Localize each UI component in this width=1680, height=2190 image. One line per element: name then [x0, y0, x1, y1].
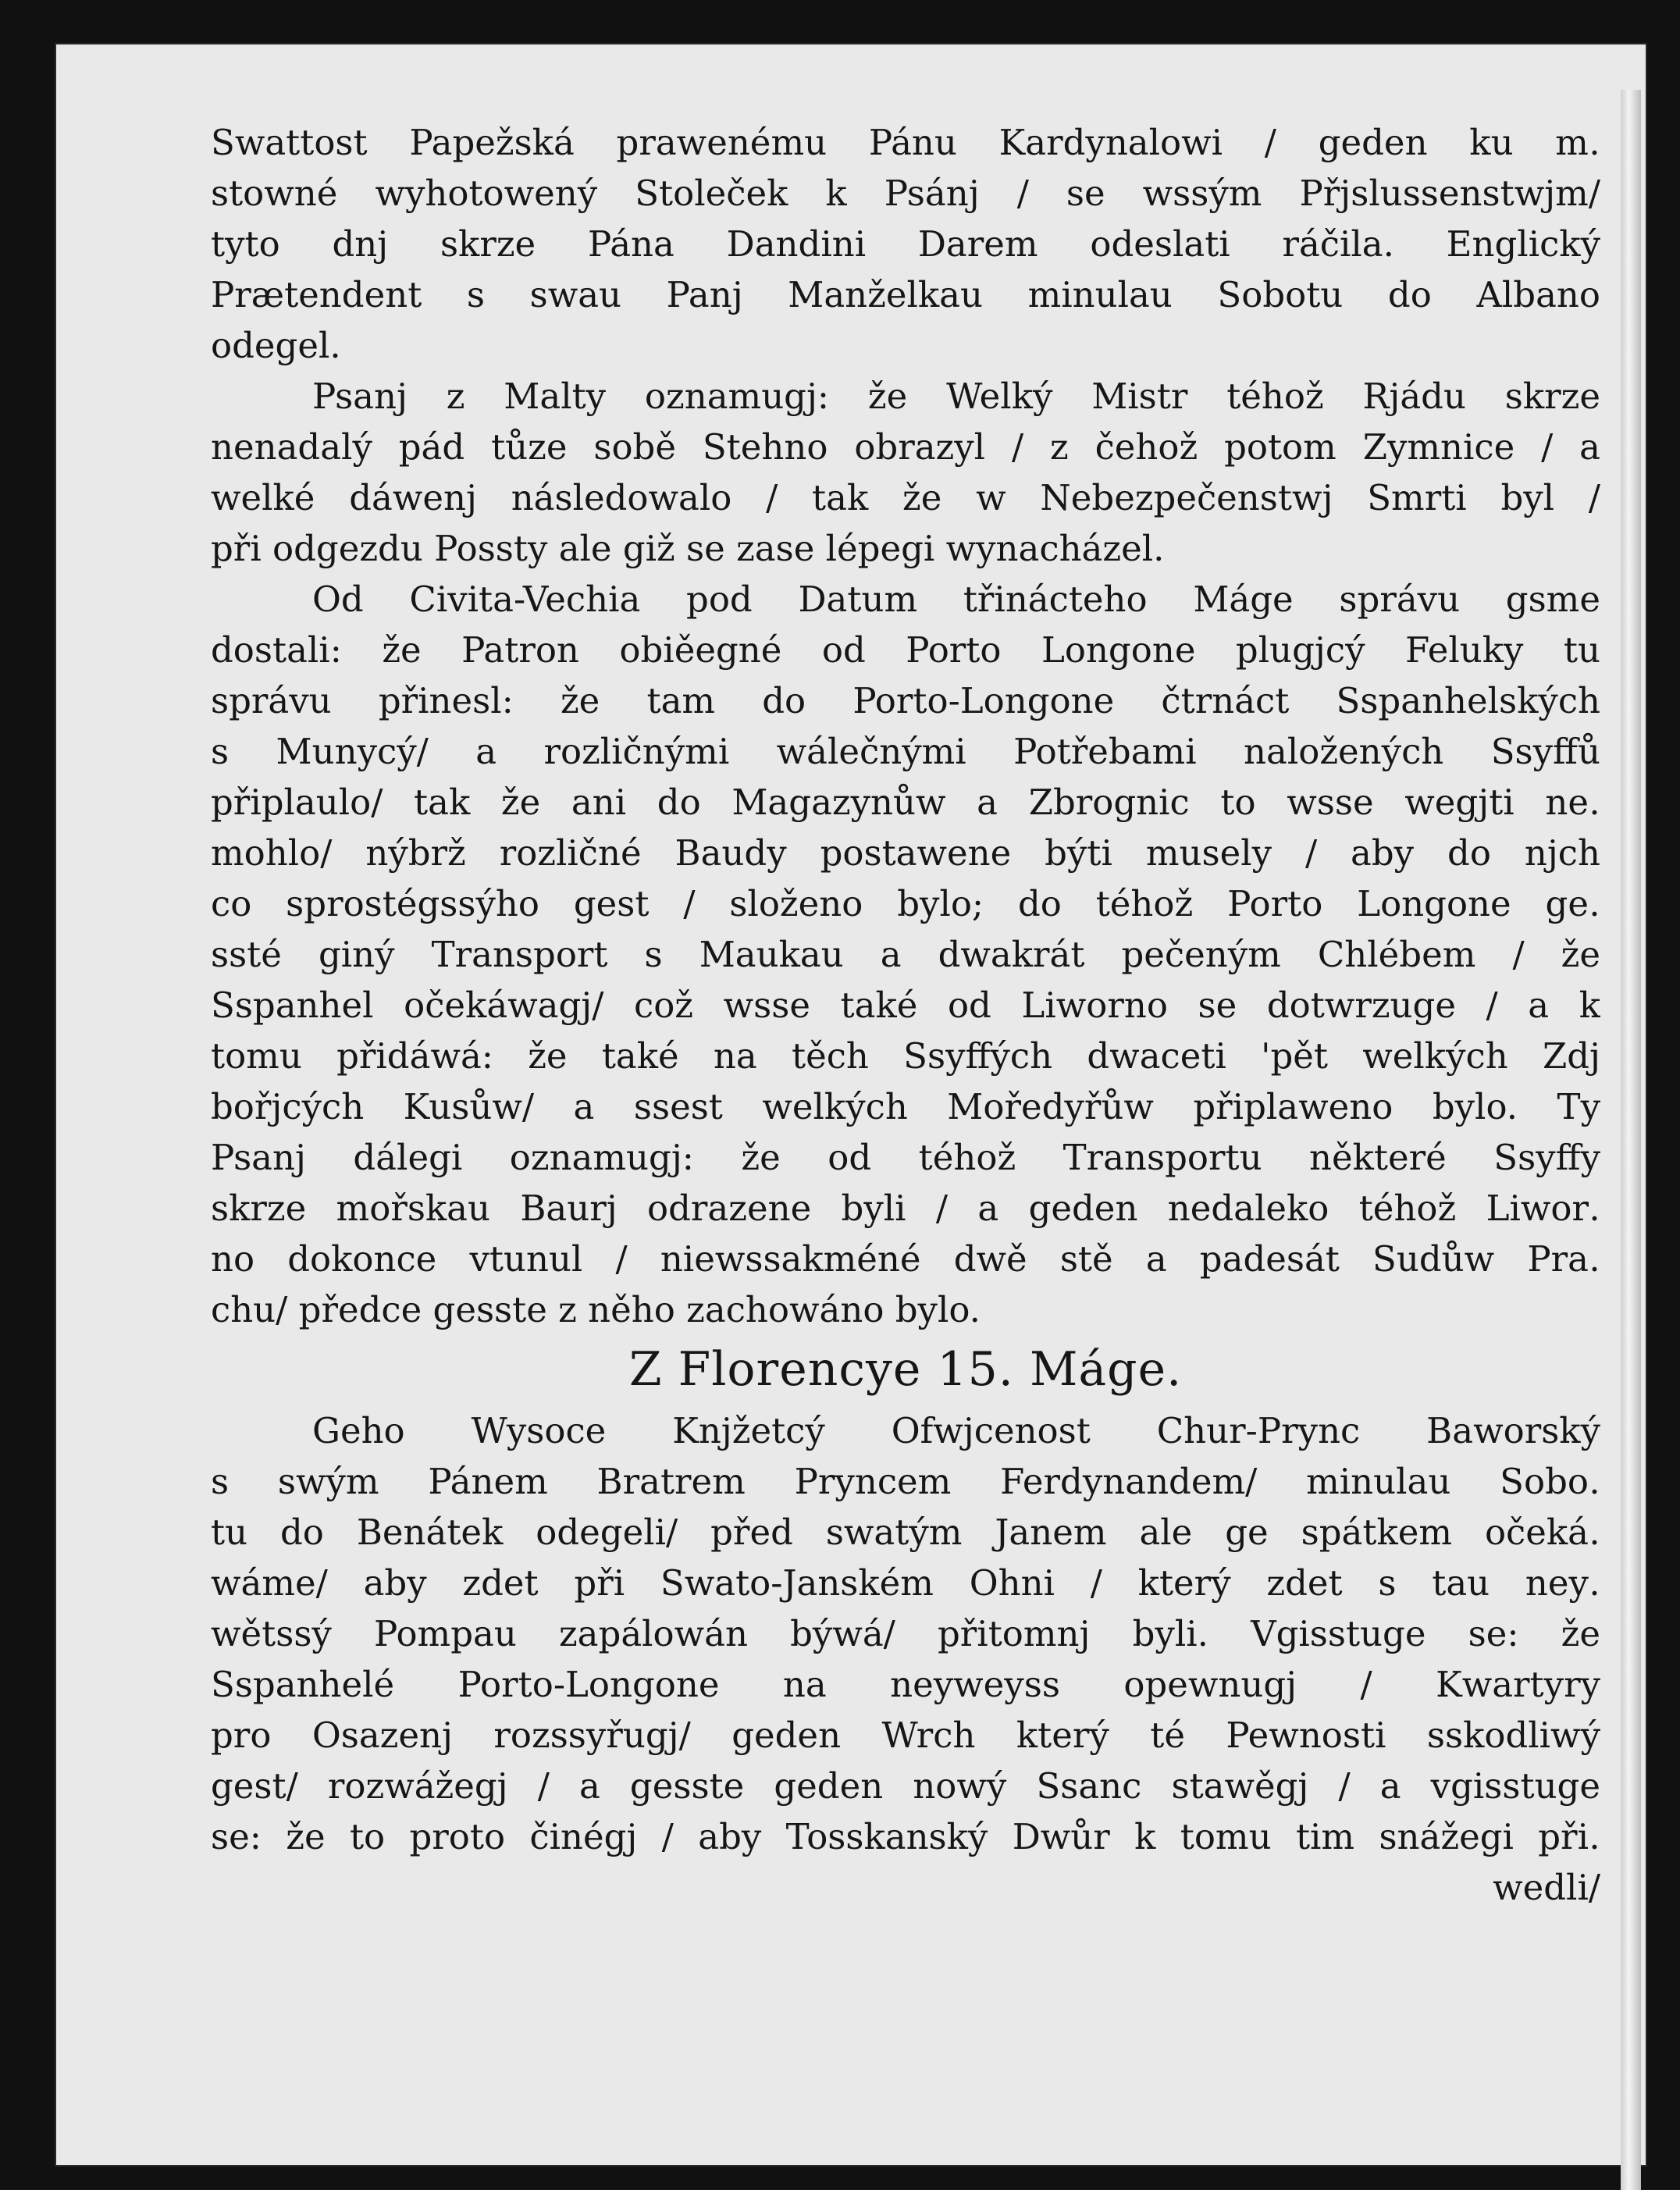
text-line: tu do Benátek odegeli/ před swatým Janem ale ge spátkem očeká․ [211, 1512, 1600, 1553]
text-line: se: že to proto činégj / aby Tosskanský Dwůr k tomu tim snážegi při․ [211, 1816, 1600, 1857]
text-line: Geho Wysoce Knjžetcý Ofwjcenost Chur-Prync Baworský [312, 1410, 1600, 1451]
text-line: dostali: že Patron obiěegné od Porto Longone plugjcý Feluky tu [211, 629, 1600, 671]
text-line: co sprostégssýho gest / složeno bylo; do téhož Porto Longone ge․ [211, 883, 1600, 924]
text-line: Psanj z Malty oznamugj: že Welký Mistr téhož Rjádu skrze [312, 376, 1600, 417]
text-block [211, 117, 1600, 1913]
text-line: wětssý Pompau zapálowán býwá/ přitomnj byli. Vgisstuge se: že [211, 1613, 1600, 1654]
text-line: chu/ předce gesste z něho zachowáno bylo. [211, 1289, 981, 1330]
section-heading: Z Florencye 15. Máge. [628, 1342, 1183, 1397]
text-line: s swým Pánem Bratrem Pryncem Ferdynandem/ minulau Sobo․ [211, 1461, 1600, 1502]
catchword: wedli/ [1493, 1867, 1600, 1908]
text-line: správu přinesl: že tam do Porto-Longone čtrnáct Sspanhelských [211, 680, 1600, 721]
text-line: stowné wyhotowený Stoleček k Psánj / se wssým Přjslussenstwjm/ [211, 173, 1600, 214]
text-line: připlaulo/ tak že ani do Magazynůw a Zbrognic to wsse wegjti ne․ [211, 782, 1600, 823]
text-line: Swattost Papežská prawenému Pánu Kardynalowi / geden ku m․ [211, 122, 1600, 163]
text-line: Od Civita-Vechia pod Datum třinácteho Máge správu gsme [312, 579, 1600, 620]
text-line: ssté giný Transport s Maukau a dwakrát pečeným Chlébem / že [211, 934, 1600, 975]
text-line: wáme/ aby zdet při Swato-Janském Ohni / který zdet s tau ney․ [211, 1562, 1600, 1604]
text-line: welké dáwenj následowalo / tak že w Nebezpečenstwj Smrti byl / [211, 477, 1600, 518]
paragraph-4 [211, 1405, 1600, 1862]
text-line: tyto dnj skrze Pána Dandini Darem odeslati ráčila. Englický [211, 223, 1600, 265]
text-line: Sspanhelé Porto-Longone na neyweyss opewnugj / Kwartyry [211, 1664, 1600, 1705]
document-page [55, 43, 1647, 2167]
text-line: s Munycý/ a rozličnými wálečnými Potřebami naložených Ssyffů [211, 731, 1600, 772]
text-line: tomu přidáwá: že také na těch Ssyffých dwaceti 'pět welkých Zdj [211, 1035, 1600, 1077]
text-line: skrze mořskau Baurj odrazene byli / a geden nedaleko téhož Liwor․ [211, 1188, 1600, 1229]
text-line: gest/ rozwážegj / a gesste geden nowý Ssanc stawěgj / a vgisstuge [211, 1765, 1600, 1807]
text-line: odegel. [211, 325, 341, 366]
text-line: mohlo/ nýbrž rozličné Baudy postawene býti musely / aby do njch [211, 832, 1600, 874]
paragraph-2 [211, 371, 1600, 574]
text-line: no dokonce vtunul / niewssakméné dwě stě a padesát Sudůw Pra․ [211, 1238, 1600, 1280]
page-edge [1621, 90, 1641, 2190]
text-line: bořjcých Kusůw/ a ssest welkých Moředyřůw připlaweno bylo. Ty [211, 1086, 1600, 1127]
text-line: Psanj dálegi oznamugj: že od téhož Transportu některé Ssyffy [211, 1137, 1600, 1178]
paragraph-1 [211, 117, 1600, 371]
text-line: nenadalý pád tůze sobě Stehno obrazyl / z čehož potom Zymnice / a [211, 426, 1600, 468]
text-line: při odgezdu Possty ale giž se zase lépegi wynacházel. [211, 528, 1165, 569]
text-line: Prætendent s swau Panj Manželkau minulau Sobotu do Albano [211, 274, 1600, 315]
text-line: pro Osazenj rozssyřugj/ geden Wrch který té Pewnosti sskodliwý [211, 1715, 1600, 1756]
paragraph-3 [211, 574, 1600, 1335]
text-line: Sspanhel očekáwagj/ což wsse také od Liworno se dotwrzuge / a k [211, 985, 1600, 1026]
